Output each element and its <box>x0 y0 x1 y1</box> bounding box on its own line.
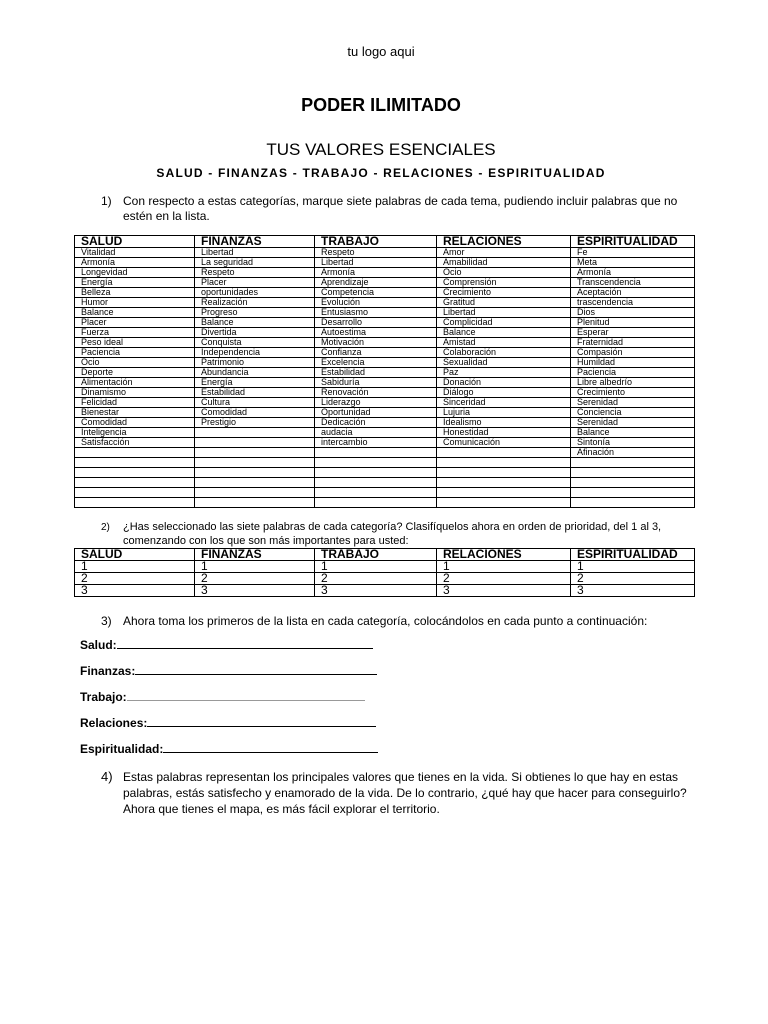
values-table-cell[interactable] <box>571 488 695 498</box>
values-table-cell[interactable] <box>195 498 315 508</box>
values-table-cell[interactable]: Fe <box>571 248 695 258</box>
values-table-cell[interactable] <box>437 488 571 498</box>
priority-table-row <box>75 585 695 597</box>
field-trabajo-label: Trabajo: <box>80 690 127 704</box>
values-table-cell[interactable]: Dedicación <box>315 418 437 428</box>
values-table-row <box>75 488 695 498</box>
values-table-cell[interactable]: Amistad <box>437 338 571 348</box>
values-table-cell[interactable]: Balance <box>437 328 571 338</box>
values-table-cell[interactable]: Lujuria <box>437 408 571 418</box>
values-table-cell[interactable]: Respeto <box>315 248 437 258</box>
field-salud[interactable] <box>80 638 373 652</box>
values-table-cell[interactable]: Renovación <box>315 388 437 398</box>
priority-table-cell[interactable]: 2 <box>195 573 315 585</box>
values-table-cell[interactable]: Energía <box>75 278 195 288</box>
values-table-cell[interactable]: Estabilidad <box>315 368 437 378</box>
field-finanzas-label: Finanzas: <box>80 664 136 678</box>
values-table-cell[interactable]: Meta <box>571 258 695 268</box>
values-table-cell[interactable]: Peso ideal <box>75 338 195 348</box>
question-1-number: 1) <box>101 194 112 208</box>
values-table-cell[interactable] <box>195 448 315 458</box>
values-table-row <box>75 478 695 488</box>
question-1-line-2: estén en la lista. <box>123 209 210 223</box>
values-table-row <box>75 468 695 478</box>
values-table-header-1: SALUD <box>75 236 195 248</box>
values-table-cell[interactable]: Felicidad <box>75 398 195 408</box>
values-table-cell[interactable]: Amabilidad <box>437 258 571 268</box>
priority-table-header-4: RELACIONES <box>437 549 571 561</box>
values-table-cell[interactable]: Sexualidad <box>437 358 571 368</box>
values-table-cell[interactable]: La seguridad <box>195 258 315 268</box>
values-table-cell[interactable] <box>195 488 315 498</box>
field-finanzas-line[interactable] <box>135 673 377 675</box>
values-table-cell[interactable] <box>75 488 195 498</box>
values-table-cell[interactable]: Donación <box>437 378 571 388</box>
values-table-cell[interactable]: Libertad <box>437 308 571 318</box>
values-table-cell[interactable]: Belleza <box>75 288 195 298</box>
values-table-row <box>75 348 695 358</box>
values-table-cell[interactable]: Amor <box>437 248 571 258</box>
values-table-cell[interactable]: Transcendencia <box>571 278 695 288</box>
values-table-row <box>75 378 695 388</box>
values-table-row <box>75 258 695 268</box>
values-table-cell[interactable]: Conquista <box>195 338 315 348</box>
values-table-cell[interactable]: Dinamismo <box>75 388 195 398</box>
values-table-cell[interactable]: Autoestima <box>315 328 437 338</box>
values-table-cell[interactable]: Progreso <box>195 308 315 318</box>
values-table-cell[interactable] <box>315 458 437 468</box>
values-table-cell[interactable] <box>315 498 437 508</box>
values-table-cell[interactable]: Independencia <box>195 348 315 358</box>
categories-line: SALUD - FINANZAS - TRABAJO - RELACIONES - ESPIRITUALIDAD <box>156 166 606 180</box>
values-table-cell[interactable]: Deporte <box>75 368 195 378</box>
values-table-cell[interactable]: Balance <box>195 318 315 328</box>
question-2 <box>101 520 701 550</box>
values-table-cell[interactable]: Evolución <box>315 298 437 308</box>
values-table-row <box>75 428 695 438</box>
page-subtitle: TUS VALORES ESENCIALES <box>266 140 496 159</box>
values-table-row <box>75 368 695 378</box>
values-table-cell[interactable] <box>437 478 571 488</box>
values-table-cell[interactable]: Armonía <box>75 258 195 268</box>
values-table-cell[interactable] <box>195 438 315 448</box>
values-table-cell[interactable] <box>571 468 695 478</box>
field-espiritualidad-label: Espiritualidad: <box>80 742 164 756</box>
values-table-cell[interactable]: Ocio <box>437 268 571 278</box>
values-table-row <box>75 458 695 468</box>
values-table-row <box>75 288 695 298</box>
priority-table-row <box>75 573 695 585</box>
values-table-cell[interactable]: Excelencia <box>315 358 437 368</box>
values-table-cell[interactable]: Plenitud <box>571 318 695 328</box>
values-table-cell[interactable] <box>75 468 195 478</box>
values-table-cell[interactable]: Complicidad <box>437 318 571 328</box>
priority-table-cell[interactable]: 1 <box>195 561 315 573</box>
values-table-cell[interactable]: Bienestar <box>75 408 195 418</box>
values-table-cell[interactable]: Comunicación <box>437 438 571 448</box>
values-table-cell[interactable]: Realización <box>195 298 315 308</box>
question-1-line-1: Con respecto a estas categorías, marque siete palabras de cada tema, pudiendo incluir palabras que no <box>123 194 678 208</box>
values-table-cell[interactable]: Ocio <box>75 358 195 368</box>
values-table-cell[interactable]: Placer <box>195 278 315 288</box>
priority-table-cell[interactable]: 3 <box>315 585 437 597</box>
values-table-row <box>75 298 695 308</box>
values-table-cell[interactable]: Respeto <box>195 268 315 278</box>
values-table-cell[interactable]: Colaboración <box>437 348 571 358</box>
values-table-cell[interactable]: Prestigio <box>195 418 315 428</box>
values-table-cell[interactable]: intercambio <box>315 438 437 448</box>
values-table-cell[interactable]: Serenidad <box>571 398 695 408</box>
values-table-cell[interactable]: Compasión <box>571 348 695 358</box>
values-table-header-5: ESPIRITUALIDAD <box>571 236 695 248</box>
values-table-cell[interactable]: Motivación <box>315 338 437 348</box>
values-table-cell[interactable]: Estabilidad <box>195 388 315 398</box>
values-table-cell[interactable] <box>75 498 195 508</box>
values-table-row <box>75 318 695 328</box>
values-table-cell[interactable]: Armonía <box>571 268 695 278</box>
priority-table-header-3: TRABAJO <box>315 549 437 561</box>
values-table-cell[interactable] <box>315 448 437 458</box>
values-table-cell[interactable] <box>437 448 571 458</box>
values-table-row <box>75 338 695 348</box>
question-4-line-1: Estas palabras representan los principales valores que tienes en la vida. Si obtienes lo que hay en estas <box>123 770 679 784</box>
values-table-cell[interactable]: Aprendizaje <box>315 278 437 288</box>
values-table-cell[interactable]: trascendencia <box>571 298 695 308</box>
values-table-cell[interactable]: Comodidad <box>195 408 315 418</box>
priority-table-cell[interactable]: 1 <box>437 561 571 573</box>
values-word-table <box>74 235 695 508</box>
priority-table-cell[interactable]: 2 <box>315 573 437 585</box>
values-table-cell[interactable] <box>195 458 315 468</box>
values-table-cell[interactable]: Balance <box>571 428 695 438</box>
values-table-row <box>75 328 695 338</box>
values-table-row <box>75 248 695 258</box>
field-relaciones[interactable] <box>80 716 376 730</box>
priority-table-cell[interactable]: 2 <box>75 573 195 585</box>
values-table-cell[interactable]: Humor <box>75 298 195 308</box>
values-table-cell[interactable]: Oportunidad <box>315 408 437 418</box>
priority-table-cell[interactable]: 3 <box>75 585 195 597</box>
values-table-cell[interactable]: Alimentación <box>75 378 195 388</box>
values-table-cell[interactable]: Aceptación <box>571 288 695 298</box>
values-table-header-2: FINANZAS <box>195 236 315 248</box>
values-table-cell[interactable] <box>75 458 195 468</box>
values-table-cell[interactable]: Inteligencia <box>75 428 195 438</box>
values-table-cell[interactable]: Honestidad <box>437 428 571 438</box>
values-table-row <box>75 308 695 318</box>
values-table-cell[interactable]: Crecimiento <box>437 288 571 298</box>
values-table-cell[interactable]: Patrimonio <box>195 358 315 368</box>
values-table-row <box>75 438 695 448</box>
values-table-row <box>75 398 695 408</box>
values-table-cell[interactable]: Paciencia <box>75 348 195 358</box>
values-table-cell[interactable]: Satisfacción <box>75 438 195 448</box>
values-table-cell[interactable]: Libertad <box>315 258 437 268</box>
values-table-row <box>75 278 695 288</box>
priority-table-cell[interactable]: 2 <box>571 573 695 585</box>
values-table-cell[interactable]: Comodidad <box>75 418 195 428</box>
values-table-cell[interactable]: Paciencia <box>571 368 695 378</box>
values-table-cell[interactable]: Energía <box>195 378 315 388</box>
values-table-cell[interactable]: Fuerza <box>75 328 195 338</box>
values-table-cell[interactable]: audacia <box>315 428 437 438</box>
priority-table-header-2: FINANZAS <box>195 549 315 561</box>
values-table-cell[interactable]: Serenidad <box>571 418 695 428</box>
values-table-cell[interactable] <box>571 458 695 468</box>
values-table-cell[interactable]: Liderazgo <box>315 398 437 408</box>
values-table-cell[interactable]: Idealismo <box>437 418 571 428</box>
priority-table-row <box>75 561 695 573</box>
values-table-cell[interactable] <box>437 498 571 508</box>
values-table-cell[interactable] <box>437 468 571 478</box>
logo-placeholder: tu logo aqui <box>347 44 415 59</box>
values-table-cell[interactable]: Esperar <box>571 328 695 338</box>
values-table-cell[interactable] <box>315 488 437 498</box>
values-table-cell[interactable]: Desarrollo <box>315 318 437 328</box>
values-table-cell[interactable]: Entusiasmo <box>315 308 437 318</box>
priority-table-cell[interactable]: 1 <box>315 561 437 573</box>
values-table-header-4: RELACIONES <box>437 236 571 248</box>
values-table-row <box>75 498 695 508</box>
values-table-cell[interactable]: oportunidades <box>195 288 315 298</box>
values-table-cell[interactable]: Abundancia <box>195 368 315 378</box>
question-3-number: 3) <box>101 614 112 628</box>
question-4-line-2: palabras, estás satisfecho y enamorado de la vida. De lo contrario, ¿qué hay que hacer para conseguirlo? <box>123 786 687 800</box>
question-2-line-2: comenzando con los que son más importantes para usted: <box>123 535 409 547</box>
values-table-cell[interactable] <box>75 478 195 488</box>
question-3-text: Ahora toma los primeros de la lista en cada categoría, colocándolos en cada punto a continuación: <box>123 614 648 628</box>
values-table-cell[interactable]: Dios <box>571 308 695 318</box>
values-table-cell[interactable]: Afinación <box>571 448 695 458</box>
priority-table-cell[interactable]: 3 <box>571 585 695 597</box>
page-title: PODER ILIMITADO <box>301 95 461 115</box>
values-table-cell[interactable]: Comprensión <box>437 278 571 288</box>
field-espiritualidad-line[interactable] <box>163 751 378 753</box>
values-table-cell[interactable]: Longevidad <box>75 268 195 278</box>
values-table-cell[interactable]: Fraternidad <box>571 338 695 348</box>
field-finanzas[interactable] <box>80 664 377 678</box>
question-4-number: 4) <box>101 769 113 784</box>
values-table-cell[interactable]: Paz <box>437 368 571 378</box>
values-table-row <box>75 408 695 418</box>
values-table-cell[interactable]: Balance <box>75 308 195 318</box>
values-table-cell[interactable]: Sinceridad <box>437 398 571 408</box>
values-table-row <box>75 448 695 458</box>
values-table-cell[interactable]: Libertad <box>195 248 315 258</box>
question-2-line-1: ¿Has seleccionado las siete palabras de cada categoría? Clasifíquelos ahora en orden de prioridad, del 1 al 3, <box>123 521 662 533</box>
values-table-cell[interactable] <box>571 478 695 488</box>
values-table-cell[interactable]: Divertida <box>195 328 315 338</box>
values-table-cell[interactable] <box>75 448 195 458</box>
values-table-cell[interactable] <box>195 428 315 438</box>
values-table-row <box>75 358 695 368</box>
values-table-cell[interactable]: Vitalidad <box>75 248 195 258</box>
field-trabajo[interactable] <box>80 690 365 704</box>
values-table-header-3: TRABAJO <box>315 236 437 248</box>
priority-table-cell[interactable]: 3 <box>195 585 315 597</box>
priority-table-cell[interactable]: 1 <box>75 561 195 573</box>
question-4 <box>101 769 721 819</box>
field-trabajo-line[interactable] <box>127 699 365 701</box>
question-3 <box>101 614 721 630</box>
values-table-cell[interactable] <box>437 458 571 468</box>
values-table-cell[interactable] <box>571 498 695 508</box>
values-table-cell[interactable]: Conciencia <box>571 408 695 418</box>
priority-table-cell[interactable]: 3 <box>437 585 571 597</box>
values-table-row <box>75 388 695 398</box>
values-table-cell[interactable]: Humildad <box>571 358 695 368</box>
question-1 <box>101 194 701 224</box>
values-table-cell[interactable] <box>315 478 437 488</box>
values-table-cell[interactable]: Gratitud <box>437 298 571 308</box>
values-table-cell[interactable]: Competencia <box>315 288 437 298</box>
values-table-cell[interactable]: Sabiduría <box>315 378 437 388</box>
field-salud-label: Salud: <box>80 638 117 652</box>
values-table-row <box>75 418 695 428</box>
values-table-cell[interactable] <box>195 478 315 488</box>
values-table-cell[interactable]: Diálogo <box>437 388 571 398</box>
question-2-number: 2) <box>101 522 110 533</box>
priority-table <box>74 548 695 597</box>
priority-table-header-1: SALUD <box>75 549 195 561</box>
priority-table-cell[interactable]: 1 <box>571 561 695 573</box>
values-table-cell[interactable] <box>195 468 315 478</box>
values-table-cell[interactable]: Sintonía <box>571 438 695 448</box>
values-table-cell[interactable]: Crecimiento <box>571 388 695 398</box>
field-relaciones-line[interactable] <box>147 725 376 727</box>
values-table-cell[interactable]: Placer <box>75 318 195 328</box>
question-4-line-3: Ahora que tienes el mapa, es más fácil explorar el territorio. <box>123 802 440 816</box>
values-table-cell[interactable]: Libre albedrío <box>571 378 695 388</box>
field-salud-line[interactable] <box>117 647 373 649</box>
values-table-cell[interactable]: Confianza <box>315 348 437 358</box>
field-relaciones-label: Relaciones: <box>80 716 148 730</box>
values-table-row <box>75 268 695 278</box>
field-espiritualidad[interactable] <box>80 742 378 756</box>
values-table-cell[interactable]: Cultura <box>195 398 315 408</box>
values-table-cell[interactable] <box>315 468 437 478</box>
priority-table-cell[interactable]: 2 <box>437 573 571 585</box>
priority-table-header-5: ESPIRITUALIDAD <box>571 549 695 561</box>
values-table-cell[interactable]: Armonía <box>315 268 437 278</box>
